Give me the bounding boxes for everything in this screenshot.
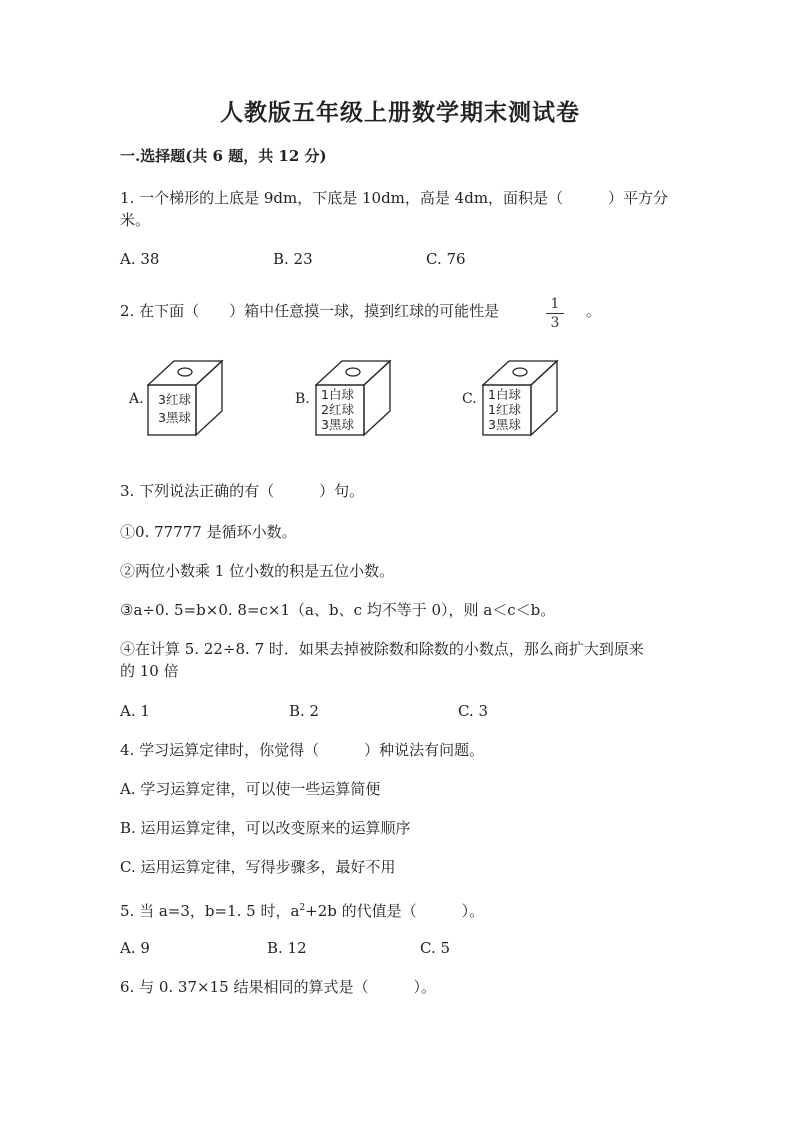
question-5-exponent: 2 bbox=[299, 903, 306, 913]
box-c-label: C. bbox=[462, 391, 477, 407]
question-1-option-b: B. 23 bbox=[273, 250, 313, 268]
question-5-text bbox=[120, 898, 484, 921]
question-3-text: 3. 下列说法正确的有（ ）句。 bbox=[120, 482, 365, 500]
box-b-line-3: 3黑球 bbox=[321, 417, 354, 432]
question-5-text-pre: 5. 当 a=3，b=1. 5 时，a bbox=[120, 902, 300, 920]
question-1-option-a: A. 38 bbox=[120, 250, 160, 268]
box-a-line-1: 3红球 bbox=[158, 392, 191, 407]
question-5-option-b: B. 12 bbox=[267, 939, 307, 957]
box-b-line-1: 1白球 bbox=[321, 387, 354, 402]
question-5-option-a: A. 9 bbox=[120, 939, 150, 957]
question-4-option-c: C. 运用运算定律，写得步骤多，最好不用 bbox=[120, 858, 396, 876]
question-4-option-b: B. 运用运算定律，可以改变原来的运算顺序 bbox=[120, 819, 411, 837]
question-3-option-b: B. 2 bbox=[289, 702, 320, 720]
question-4-option-a: A. 学习运算定律，可以使一些运算简便 bbox=[120, 780, 381, 798]
question-1-text: 1. 一个梯形的上底是 9dm，下底是 10dm，高是 4dm，面积是（ ）平方分 bbox=[120, 189, 669, 207]
question-3-statement-1: ①0. 77777 是循环小数。 bbox=[120, 523, 297, 541]
box-c-line-1: 1白球 bbox=[488, 387, 521, 402]
box-a-diagram bbox=[146, 357, 226, 439]
question-4-text: 4. 学习运算定律时，你觉得（ ）种说法有问题。 bbox=[120, 741, 485, 759]
section-heading: 一.选择题(共 6 题，共 12 分) bbox=[120, 147, 327, 165]
question-1-text-cont: 米。 bbox=[120, 211, 151, 229]
box-b-label: B. bbox=[295, 391, 310, 407]
fraction-one-third bbox=[546, 296, 564, 331]
question-3-statement-4-cont: 的 10 倍 bbox=[120, 662, 179, 680]
box-b-line-2: 2红球 bbox=[321, 402, 354, 417]
question-3-option-c: C. 3 bbox=[458, 702, 489, 720]
question-3-statement-2: ②两位小数乘 1 位小数的积是五位小数。 bbox=[120, 562, 395, 580]
question-6-text: 6. 与 0. 37×15 结果相同的算式是（ ）。 bbox=[120, 978, 436, 996]
box-a-label: A. bbox=[129, 391, 144, 407]
fraction-numerator: 1 bbox=[550, 296, 560, 312]
fraction-denominator: 3 bbox=[550, 315, 560, 331]
question-3-statement-3: ③a÷0. 5=b×0. 8=c×1（a、b、c 均不等于 0），则 a＜c＜b。 bbox=[120, 601, 556, 619]
page-title: 人教版五年级上册数学期末测试卷 bbox=[220, 99, 580, 126]
question-5-text-post: +2b 的代值是（ ）。 bbox=[305, 902, 485, 920]
question-2-text: 2. 在下面（ ）箱中任意摸一球，摸到红球的可能性是 bbox=[120, 302, 500, 320]
box-b-diagram bbox=[314, 357, 394, 439]
question-3-option-a: A. 1 bbox=[120, 702, 150, 720]
box-c-diagram bbox=[481, 357, 561, 439]
fraction-bar bbox=[546, 313, 564, 314]
question-3-statement-4: ④在计算 5. 22÷8. 7 时．如果去掉被除数和除数的小数点，那么商扩大到原来 bbox=[120, 640, 644, 658]
question-1-option-c: C. 76 bbox=[426, 250, 466, 268]
box-a-line-2: 3黑球 bbox=[158, 410, 191, 425]
question-5-option-c: C. 5 bbox=[420, 939, 451, 957]
question-2-end: 。 bbox=[586, 302, 602, 320]
box-c-line-2: 1红球 bbox=[488, 402, 521, 417]
box-c-line-3: 3黑球 bbox=[488, 417, 521, 432]
